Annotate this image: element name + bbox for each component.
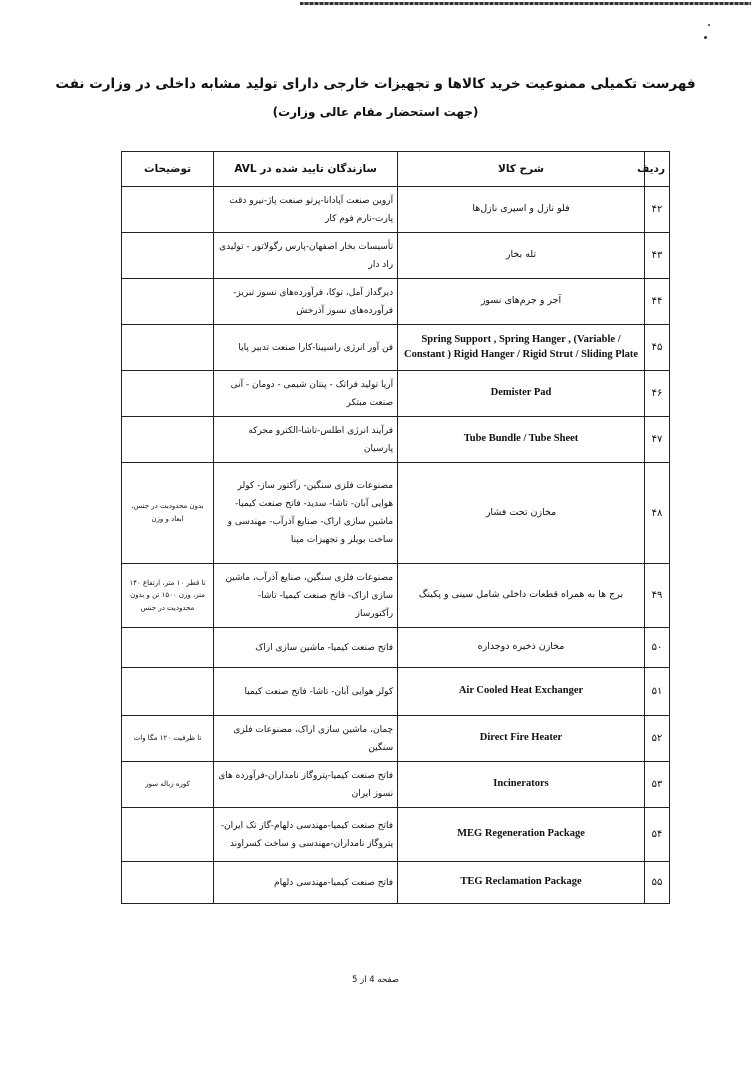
table-row: [122, 808, 670, 862]
item-vendors: فرآیند انرژی اطلس-تاشا-الکترو محرکه پارسیان: [214, 417, 398, 463]
table-row: [122, 628, 670, 668]
item-description: MEG Regeneration Package: [398, 808, 645, 862]
item-description: TEG Reclamation Package: [398, 862, 645, 904]
row-number: ۴۷: [644, 417, 669, 463]
item-vendors: کولر هوایی آبان- تاشا- فاتح صنعت کیمیا: [214, 668, 398, 716]
item-notes: تا قطر ۱۰ متر، ارتفاع ۱۴۰ متر، وزن ۱۵۰۰ تن و بدون محدودیت در جنس: [122, 564, 214, 628]
item-description: مخازن تحت فشار: [398, 463, 645, 564]
item-description: Spring Support , Spring Hanger , (Variable / Constant ) Rigid Hanger / Rigid Strut / Sliding Plate: [398, 325, 645, 371]
table-row: [122, 371, 670, 417]
page-number: صفحه 4 از 5: [352, 975, 399, 985]
item-description: Air Cooled Heat Exchanger: [398, 668, 645, 716]
row-number: ۴۳: [644, 233, 669, 279]
table-row: [122, 279, 670, 325]
scan-speck: [704, 36, 707, 39]
item-description: Demister Pad: [398, 371, 645, 417]
item-vendors: تأسیسات بخار اصفهان-پارس رگولاتور - تولیدی راد دار: [214, 233, 398, 279]
item-notes: [122, 862, 214, 904]
header-vendors: سازندگان تایید شده در AVL: [214, 152, 398, 187]
table-row: [122, 762, 670, 808]
item-vendors: فاتح صنعت کیمیا-پتروگاز نامداران-فرآورده های نسوز ایران: [214, 762, 398, 808]
header-notes: توضیحات: [122, 152, 214, 187]
document-subtitle: (جهت استحضار مقام عالی وزارت): [272, 105, 479, 119]
table-row: [122, 417, 670, 463]
table-row: [122, 233, 670, 279]
item-notes: [122, 187, 214, 233]
item-description: تله بخار: [398, 233, 645, 279]
item-vendors: فن آور انرژی راسپینا-کارا صنعت تدبیر پایا: [214, 325, 398, 371]
table-row: [122, 862, 670, 904]
item-notes: [122, 371, 214, 417]
row-number: ۴۴: [644, 279, 669, 325]
header-description: شرح کالا: [398, 152, 645, 187]
item-description: Direct Fire Heater: [398, 716, 645, 762]
item-notes: [122, 417, 214, 463]
row-number: ۴۶: [644, 371, 669, 417]
item-description: آجر و جرم‌های نسوز: [398, 279, 645, 325]
item-vendors: آروین صنعت آپادانا-پرتو صنعت پاژ-نیرو دقت پارت-نارم فوم کار: [214, 187, 398, 233]
row-number: ۵۲: [644, 716, 669, 762]
items-table: [121, 151, 670, 904]
item-vendors: دیرگداز آمل، توکا، فرآورده‌های نسوز تبریز- فرآورده‌های نسوز آذرخش: [214, 279, 398, 325]
item-vendors: فاتح صنعت کیمیا-مهندسی دلهام: [214, 862, 398, 904]
row-number: ۵۱: [644, 668, 669, 716]
item-notes: کوره زباله سوز: [122, 762, 214, 808]
row-number: ۵۵: [644, 862, 669, 904]
row-number: ۵۴: [644, 808, 669, 862]
row-number: ۴۸: [644, 463, 669, 564]
item-description: مخازن ذخیره دوجداره: [398, 628, 645, 668]
item-description: فلو نازل و اسپری نازل‌ها: [398, 187, 645, 233]
header-row-number: ردیف: [644, 152, 669, 187]
item-notes: [122, 279, 214, 325]
item-vendors: مصنوعات فلزی سنگین، صنایع آذرآب، ماشین سازی اراک- فاتح صنعت کیمیا- تاشا- رآکتورساز: [214, 564, 398, 628]
row-number: ۴۵: [644, 325, 669, 371]
row-number: ۵۰: [644, 628, 669, 668]
row-number: ۴۲: [644, 187, 669, 233]
item-vendors: فاتح صنعت کیمیا-مهندسی دلهام-گاز تک ایران-پتروگاز نامداران-مهندسی و ساخت کسراوند: [214, 808, 398, 862]
item-description: Tube Bundle / Tube Sheet: [398, 417, 645, 463]
item-notes: تا ظرفیت ۱۲۰ مگا وات: [122, 716, 214, 762]
item-vendors: چمان، ماشین سازی اراک، مصنوعات فلزی سنگین: [214, 716, 398, 762]
item-vendors: فاتح صنعت کیمیا- ماشین سازی اراک: [214, 628, 398, 668]
item-notes: [122, 668, 214, 716]
table-header-row: [122, 152, 670, 187]
item-description: برج ها به همراه قطعات داخلی شامل سینی و پکینگ: [398, 564, 645, 628]
item-vendors: آریا تولید فراتک - پنتان شیمی - دومان - آنی صنعت مبتکر: [214, 371, 398, 417]
table-row: [122, 325, 670, 371]
table-row: [122, 716, 670, 762]
item-notes: [122, 808, 214, 862]
scan-top-edge-line: [300, 2, 751, 5]
document-title: فهرست تکمیلی ممنوعیت خرید کالاها و تجهیزات خارجی دارای تولید مشابه داخلی در وزارت نفت: [55, 76, 696, 92]
table-row: [122, 668, 670, 716]
item-description: Incinerators: [398, 762, 645, 808]
scan-speck: [708, 24, 710, 26]
row-number: ۴۹: [644, 564, 669, 628]
item-notes: [122, 628, 214, 668]
table-row: [122, 463, 670, 564]
item-notes: [122, 325, 214, 371]
item-notes: بدون محدودیت در جنس، ابعاد و وزن: [122, 463, 214, 564]
item-notes: [122, 233, 214, 279]
table-row: [122, 564, 670, 628]
table-row: [122, 187, 670, 233]
row-number: ۵۳: [644, 762, 669, 808]
item-vendors: مصنوعات فلزی سنگین- رآکتور ساز- کولر هوایی آبان- تاشا- سدید- فاتح صنعت کیمیا- ماشین سازی اراک- صنایع آذرآب- مهندسی و ساخت بویلر و تجهیزات مپنا: [214, 463, 398, 564]
